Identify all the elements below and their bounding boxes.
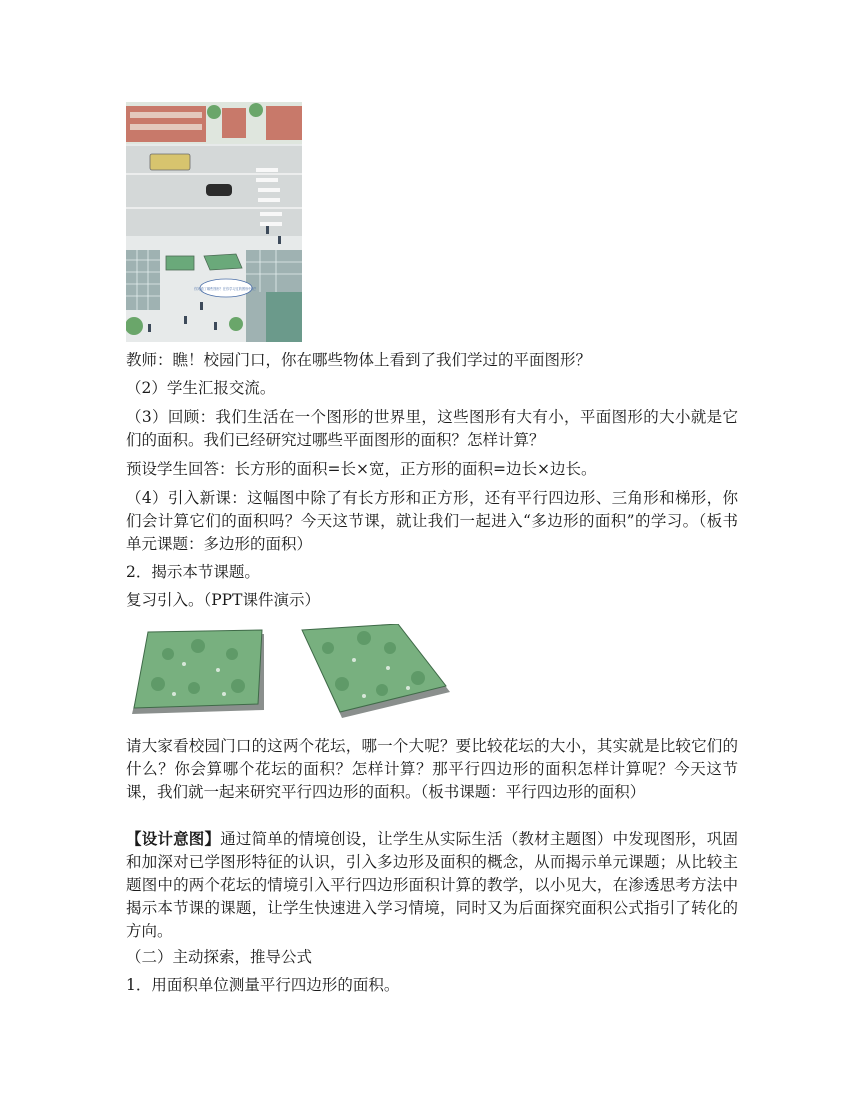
paragraph-teacher-question: 教师：瞧！校园门口，你在哪些物体上看到了我们学过的平面图形？ <box>126 351 592 369</box>
flower-beds-illustration <box>128 624 458 724</box>
paragraph-expected-answer: 预设学生回答：长方形的面积=长×宽，正方形的面积=边长×边长。 <box>126 460 597 478</box>
paragraph-design-intent <box>126 827 738 943</box>
speech-bubble-text: 你知道了哪些图形？在你学习过的图形中呢？ <box>194 287 258 291</box>
design-intent-label: 【设计意图】 <box>126 829 221 848</box>
paragraph-review: （3）回顾：我们生活在一个图形的世界里，这些图形有大有小，平面图形的大小就是它们的面积。我们已经研究过哪些平面图形的面积？怎样计算？ <box>126 408 738 449</box>
step-1-heading: 1．用面积单位测量平行四边形的面积。 <box>126 976 400 994</box>
paragraph-reveal-topic: 2．揭示本节课题。 <box>126 563 260 581</box>
paragraph-student-report: （2）学生汇报交流。 <box>126 379 276 397</box>
paragraph-introduce-lesson: （4）引入新课：这幅图中除了有长方形和正方形，还有平行四边形、三角形和梯形，你们会计算它们的面积吗？今天这节课，就让我们一起进入“多边形的面积”的学习。（板书单元课题：多边形的面积） <box>126 489 738 553</box>
design-intent-text: 通过简单的情境创设，让学生从实际生活（教材主题图）中发现图形，巩固和加深对已学图形特征的认识，引入多边形及面积的概念，从而揭示单元课题；从比较主题图中的两个花坛的情境引入平行四边形面积计算的教学，以小见大，在渗透思考方法中揭示本节课的课题，让学生快速进入学习情境，同时又为后面探究面积公式指引了转化的方向。 <box>126 830 738 940</box>
school-gate-illustration <box>126 102 302 342</box>
paragraph-review-intro: 复习引入。（PPT课件演示） <box>126 591 320 609</box>
section-heading: （二）主动探索，推导公式 <box>126 948 313 966</box>
paragraph-compare-flower-beds: 请大家看校园门口的这两个花坛，哪一个大呢？要比较花坛的大小，其实就是比较它们的什么？你会算哪个花坛的面积？怎样计算？那平行四边形的面积怎样计算呢？今天这节课，我们就一起来研究平行四边形的面积。（板书课题：平行四边形的面积） <box>126 737 738 801</box>
